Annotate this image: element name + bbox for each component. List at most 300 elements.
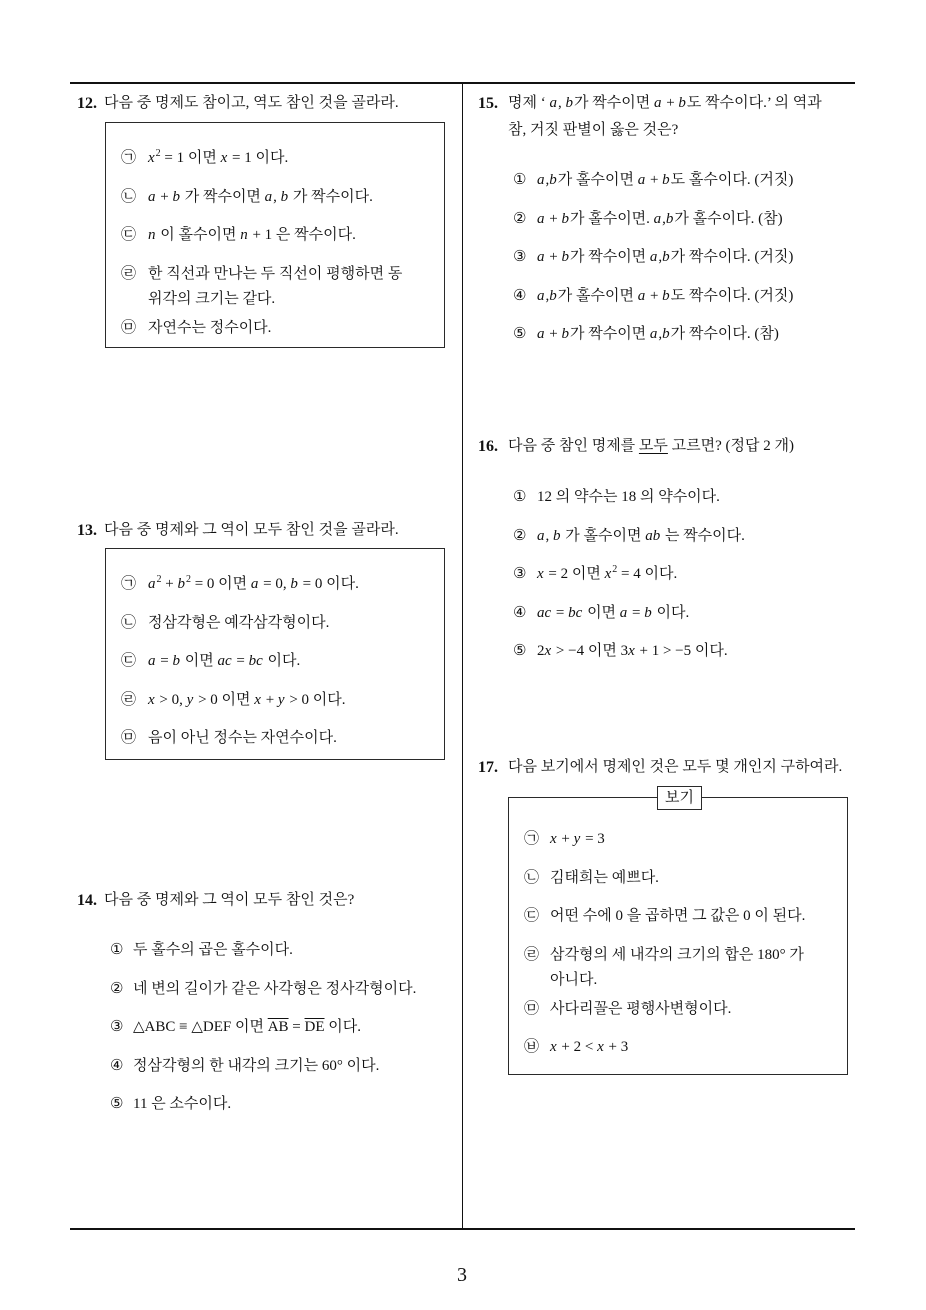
text-run: 고르면? (정답 2 개) [667, 438, 794, 454]
text-run: + 1 은 짝수이다. [248, 227, 356, 243]
question-number: 16. [478, 438, 498, 455]
math-variable: a [537, 326, 545, 342]
math-variable: a [250, 576, 259, 592]
text-run: 가 짝수이다. [289, 188, 373, 205]
choice-text [537, 168, 793, 193]
text-run: > 0 이면 [194, 691, 255, 708]
choice-item [513, 524, 745, 549]
choice-line [148, 146, 288, 171]
choice-line [133, 1092, 231, 1117]
math-variable: b [662, 172, 670, 188]
choice-item [121, 146, 444, 171]
math-variable: b [662, 249, 670, 265]
choice-item [524, 866, 847, 891]
choice-line [537, 601, 689, 626]
question-number: 15. [478, 95, 498, 112]
text-run: = [288, 1019, 305, 1035]
text-run: 정삼각형은 예각삼각형이다. [148, 614, 330, 631]
choice-line [550, 943, 804, 968]
example-box [508, 797, 848, 1075]
text-run: 자연수는 정수이다. [148, 319, 272, 336]
choice-line [148, 726, 337, 751]
text-run: 이 홀수이면 [156, 227, 241, 243]
math-variable: x [148, 150, 155, 166]
text-run: + [557, 831, 574, 847]
text-run: 다음 중 명제와 그 역이 모두 참인 것을 골라라. [104, 522, 399, 538]
choice-list [121, 146, 444, 341]
question-stem [77, 90, 399, 117]
choice-item [121, 262, 444, 312]
choice-item [513, 601, 745, 626]
choice-line [537, 322, 779, 347]
choice-text [133, 1054, 379, 1079]
choice-item [524, 997, 847, 1022]
math-variable: b [662, 326, 670, 342]
math-variable: bc [568, 604, 583, 621]
choice-item [513, 485, 745, 510]
choice-line [550, 997, 731, 1022]
text-run: + [646, 172, 663, 188]
choice-item [121, 185, 444, 210]
choice-item [110, 1054, 416, 1079]
choice-item [110, 1092, 416, 1117]
choice-item [513, 207, 793, 232]
superscript: 2 [155, 148, 161, 159]
choice-line [148, 572, 359, 597]
text-run: 다음 중 명제와 그 역이 모두 참인 것은? [104, 892, 355, 908]
choice-line [148, 223, 356, 248]
text-run: 가 짝수이다. (참) [670, 326, 779, 342]
choice-marker: ㉥ [524, 1039, 540, 1055]
text-run: 도 홀수이다. (거짓) [670, 172, 794, 188]
choice-marker: ① [513, 489, 527, 505]
choice-text [133, 1092, 231, 1117]
text-run: 가 짝수이면 [569, 326, 650, 342]
choice-line [550, 827, 605, 852]
text-run: + [261, 691, 278, 708]
choice-marker: ㉢ [524, 908, 540, 924]
text-run: 김태희는 예쁘다. [550, 869, 659, 886]
text-run: = 0 이다. [298, 576, 359, 592]
question-stem [77, 887, 354, 914]
text-run: = [232, 653, 249, 669]
text-run: , [545, 527, 553, 544]
text-run: 사다리꼴은 평행사변형이다. [550, 1000, 732, 1017]
choice-text [537, 207, 783, 232]
math-variable: x [597, 1039, 604, 1055]
choice-marker: ② [513, 527, 527, 544]
choice-marker: ③ [110, 1019, 124, 1035]
choice-item [121, 223, 444, 248]
text-run: 참, 거짓 판별이 옳은 것은? [508, 122, 679, 138]
math-variable: b [553, 527, 561, 544]
text-run: , [658, 326, 663, 342]
superscript: 2 [185, 574, 191, 585]
text-run: 12 의 약수는 18 의 약수이다. [537, 489, 720, 505]
choice-item [524, 1035, 847, 1060]
choice-item [513, 245, 793, 270]
choice-line [148, 316, 271, 341]
choice-list [121, 572, 444, 751]
math-variable: b [561, 210, 569, 227]
choice-text [537, 562, 677, 587]
choice-list [513, 485, 745, 678]
choice-text [550, 827, 605, 852]
text-run: + 2 < [557, 1039, 598, 1055]
choice-marker: ⑤ [513, 643, 527, 659]
math-variable: x [148, 691, 155, 708]
choice-line [133, 938, 293, 963]
choice-line [537, 207, 783, 232]
choice-line [148, 649, 300, 674]
text-run: = 0, [259, 576, 291, 592]
math-variable: n [240, 227, 248, 243]
choice-text [133, 977, 416, 1002]
choice-text [148, 572, 359, 597]
math-variable: a [653, 210, 662, 227]
math-variable: b [665, 210, 674, 227]
math-variable: a [148, 188, 156, 205]
overlined-segment: $\overline{AB}$ [267, 1019, 289, 1035]
choice-text [148, 649, 300, 674]
choice-marker: ㉠ [121, 150, 137, 166]
text-run: + [161, 576, 178, 592]
math-variable: b [561, 326, 569, 342]
choice-marker: ㉣ [121, 265, 137, 282]
choice-marker: ㉤ [121, 319, 137, 336]
example-box-label: 보기 [657, 786, 702, 810]
choice-line [148, 185, 373, 210]
choices-box [105, 548, 445, 760]
choice-line [537, 562, 677, 587]
question-stem [478, 90, 822, 144]
stem-line [508, 90, 822, 117]
text-run: 가 홀수이면 [557, 287, 638, 304]
math-variable: x [550, 831, 557, 847]
choice-line [148, 611, 329, 636]
text-run: 한 직선과 만나는 두 직선이 평행하면 동 [148, 265, 403, 282]
choice-text [537, 245, 793, 270]
choice-marker: ㉣ [121, 691, 137, 708]
math-variable: b [549, 287, 557, 304]
text-run: + [545, 249, 562, 265]
choice-text [537, 639, 728, 664]
math-variable: y [277, 691, 285, 708]
text-run: 이면 [180, 653, 218, 669]
choice-item [121, 572, 444, 597]
text-run: = 3 [581, 831, 605, 847]
text-run: = [552, 604, 569, 621]
choice-item [513, 639, 745, 664]
choice-text [148, 316, 271, 341]
choice-marker: ③ [513, 249, 527, 265]
choice-text [148, 223, 356, 248]
text-run: + 1 > −5 이다. [635, 643, 728, 659]
text-run: = 0 이면 [190, 576, 251, 592]
math-variable: a [537, 527, 545, 544]
text-run: 가 홀수이면 [557, 172, 638, 188]
text-run: = [156, 653, 173, 669]
question-number: 13. [77, 522, 97, 539]
text-run: 이다. [652, 604, 690, 621]
text-run: 가 홀수이다. (참) [674, 210, 783, 227]
text-run: = [628, 604, 645, 621]
choice-marker: ㉢ [121, 653, 137, 669]
choice-text [550, 866, 659, 891]
choice-marker: ② [110, 980, 124, 997]
choice-text [133, 1015, 361, 1040]
math-variable: ac [217, 653, 232, 669]
text-run: 가 짝수이면 [573, 95, 654, 111]
text-run: 다음 중 명제도 참이고, 역도 참인 것을 골라라. [104, 95, 399, 111]
text-run: 이다. [324, 1019, 361, 1035]
choice-marker: ㉡ [121, 614, 137, 631]
math-variable: ac [537, 604, 552, 621]
choice-marker: ④ [513, 604, 527, 621]
text-run: 가 짝수이면 [569, 249, 650, 265]
choice-item [110, 1015, 416, 1040]
text-run: , [557, 95, 566, 111]
text-run: + [662, 95, 679, 111]
question-stem [478, 754, 842, 781]
choices-box [105, 122, 445, 348]
math-variable: b [644, 604, 652, 621]
choice-marker: ㉣ [524, 946, 540, 963]
math-variable: a [537, 287, 545, 304]
math-variable: x [544, 643, 552, 659]
choice-marker: ⑤ [110, 1096, 124, 1112]
math-variable: b [549, 172, 557, 188]
math-variable: a [148, 576, 156, 592]
choice-item [121, 611, 444, 636]
math-variable: b [662, 287, 670, 304]
text-run: + [156, 188, 173, 205]
text-run: 명제 ‘ [508, 95, 550, 111]
question-text [104, 90, 399, 117]
page-number: 3 [457, 1264, 467, 1286]
math-variable: a [637, 172, 646, 188]
stem-line [104, 517, 399, 544]
choice-marker: ㉡ [121, 188, 137, 205]
text-run: 도 짝수이다.’ 의 역과 [686, 95, 822, 111]
choice-line [537, 524, 745, 549]
choice-text [550, 943, 804, 993]
math-variable: a [537, 249, 545, 265]
math-variable: x [254, 691, 261, 708]
question-number: 17. [478, 759, 498, 776]
choice-text [537, 601, 689, 626]
math-variable: x [220, 150, 228, 166]
choice-marker: ④ [110, 1057, 124, 1074]
overlined-segment: $\overline{DE}$ [304, 1019, 325, 1035]
choice-marker: ⑤ [513, 326, 527, 342]
text-run: > −4 이면 3 [552, 643, 629, 659]
choice-line [133, 1015, 361, 1040]
text-run: 2 [537, 643, 545, 659]
superscript: 2 [156, 574, 162, 585]
choice-line [148, 262, 402, 287]
choice-item [524, 827, 847, 852]
choice-item [524, 943, 847, 993]
text-run: 도 짝수이다. (거짓) [670, 287, 794, 304]
text-run: 는 짝수이다. [661, 527, 745, 544]
math-variable: a [537, 210, 545, 227]
choice-text [550, 997, 731, 1022]
choice-text [537, 524, 745, 549]
choice-line [537, 284, 793, 309]
choice-line [537, 639, 728, 664]
example-list [524, 827, 847, 1060]
choice-marker: ㉠ [524, 831, 540, 847]
text-run: + [545, 326, 562, 342]
superscript: 2 [612, 564, 618, 575]
choice-marker: ① [513, 172, 527, 188]
question-number: 12. [77, 95, 97, 112]
text-run: , [545, 172, 550, 188]
choice-item [513, 284, 793, 309]
choice-marker: ㉤ [121, 730, 137, 746]
text-run: 위각의 크기는 같다. [148, 290, 276, 307]
choice-item [121, 316, 444, 341]
choice-line [537, 245, 793, 270]
text-run: + [545, 210, 562, 227]
choice-item [513, 168, 793, 193]
text-run: = 2 이면 [544, 566, 605, 582]
choice-marker: ② [513, 210, 527, 227]
choice-text [148, 262, 402, 312]
text-run: 11 은 소수이다. [133, 1096, 232, 1112]
text-run: 가 홀수이면. [569, 210, 654, 227]
math-variable: n [148, 227, 156, 243]
choice-line [537, 485, 720, 510]
text-run: + [646, 287, 663, 304]
text-run: 다음 중 참인 명제를 [508, 438, 639, 454]
choice-text [537, 322, 779, 347]
choice-line [148, 287, 402, 312]
choice-list [513, 168, 793, 361]
column-divider [462, 82, 463, 1229]
choice-line [550, 904, 805, 929]
text-run: 이다. [263, 653, 301, 669]
text-run: 아니다. [550, 971, 598, 988]
stem-line [104, 887, 354, 914]
stem-line [508, 117, 822, 144]
underlined-text: 모두 [638, 438, 668, 454]
math-variable: a [148, 653, 156, 669]
choice-text [550, 904, 805, 929]
text-run: 가 짝수이다. (거짓) [670, 249, 794, 265]
math-variable: a [653, 95, 662, 111]
stem-line [508, 433, 794, 460]
text-run: 두 홀수의 곱은 홀수이다. [133, 942, 293, 958]
question-text [104, 887, 354, 914]
math-variable: a [649, 326, 658, 342]
question-text [508, 754, 842, 781]
choice-text [148, 726, 337, 751]
math-variable: x [537, 566, 544, 582]
choice-item [110, 938, 416, 963]
text-run: + 3 [604, 1039, 629, 1055]
choice-line [550, 968, 804, 993]
question-text [508, 433, 794, 460]
math-variable: a [264, 188, 273, 205]
question-stem [478, 433, 794, 460]
choice-text [550, 1035, 628, 1060]
math-variable: x [628, 643, 635, 659]
text-run: > 0 이다. [285, 691, 346, 708]
text-run: , [658, 249, 663, 265]
choice-list [110, 938, 416, 1131]
choice-item [513, 322, 793, 347]
stem-line [104, 90, 399, 117]
math-variable: b [561, 249, 569, 265]
text-run: △ABC ≡ △DEF 이면 [133, 1019, 268, 1035]
math-variable: b [290, 576, 298, 592]
math-variable: bc [248, 653, 263, 669]
choice-marker: ① [110, 942, 124, 958]
choice-text [133, 938, 293, 963]
math-variable: b [280, 188, 289, 205]
choice-line [550, 866, 659, 891]
text-run: , [545, 287, 550, 304]
choice-marker: ③ [513, 566, 527, 582]
choice-marker: ④ [513, 287, 527, 304]
choice-line [550, 1035, 628, 1060]
text-run: = 1 이면 [160, 150, 221, 166]
text-run: 가 짝수이면 [180, 188, 265, 205]
choice-item [121, 649, 444, 674]
question-number: 14. [77, 892, 97, 909]
math-variable: a [649, 249, 658, 265]
choice-line [537, 168, 793, 193]
choice-line [133, 977, 416, 1002]
math-variable: a [619, 604, 628, 621]
question-text [508, 90, 822, 144]
stem-line [508, 754, 842, 781]
text-run: 네 변의 길이가 같은 사각형은 정사각형이다. [133, 980, 417, 997]
math-variable: x [550, 1039, 557, 1055]
text-run: > 0, [155, 691, 187, 708]
text-run: , [273, 188, 281, 205]
text-run: 음이 아닌 정수는 자연수이다. [148, 730, 337, 746]
text-run: 가 홀수이면 [561, 527, 646, 544]
math-variable: x [604, 566, 612, 582]
math-variable: b [678, 95, 686, 111]
math-variable: b [565, 95, 573, 111]
choice-line [148, 688, 346, 713]
choice-item [110, 977, 416, 1002]
math-variable: ab [645, 527, 661, 544]
choice-text [148, 185, 373, 210]
choice-item [513, 562, 745, 587]
question-text [104, 517, 399, 544]
math-variable: a [549, 95, 557, 111]
math-variable: b [177, 576, 185, 592]
question-stem [77, 517, 399, 544]
math-variable: y [186, 691, 194, 708]
choice-item [121, 688, 444, 713]
choice-line [133, 1054, 379, 1079]
choice-item [121, 726, 444, 751]
math-variable: a [537, 172, 545, 188]
text-run: 삼각형의 세 내각의 크기의 합은 180° 가 [550, 946, 804, 963]
choice-text [148, 146, 288, 171]
choice-marker: ㉠ [121, 576, 137, 592]
choice-text [537, 485, 720, 510]
choice-marker: ㉢ [121, 227, 137, 243]
math-variable: a [637, 287, 646, 304]
choice-marker: ㉤ [524, 1000, 540, 1017]
